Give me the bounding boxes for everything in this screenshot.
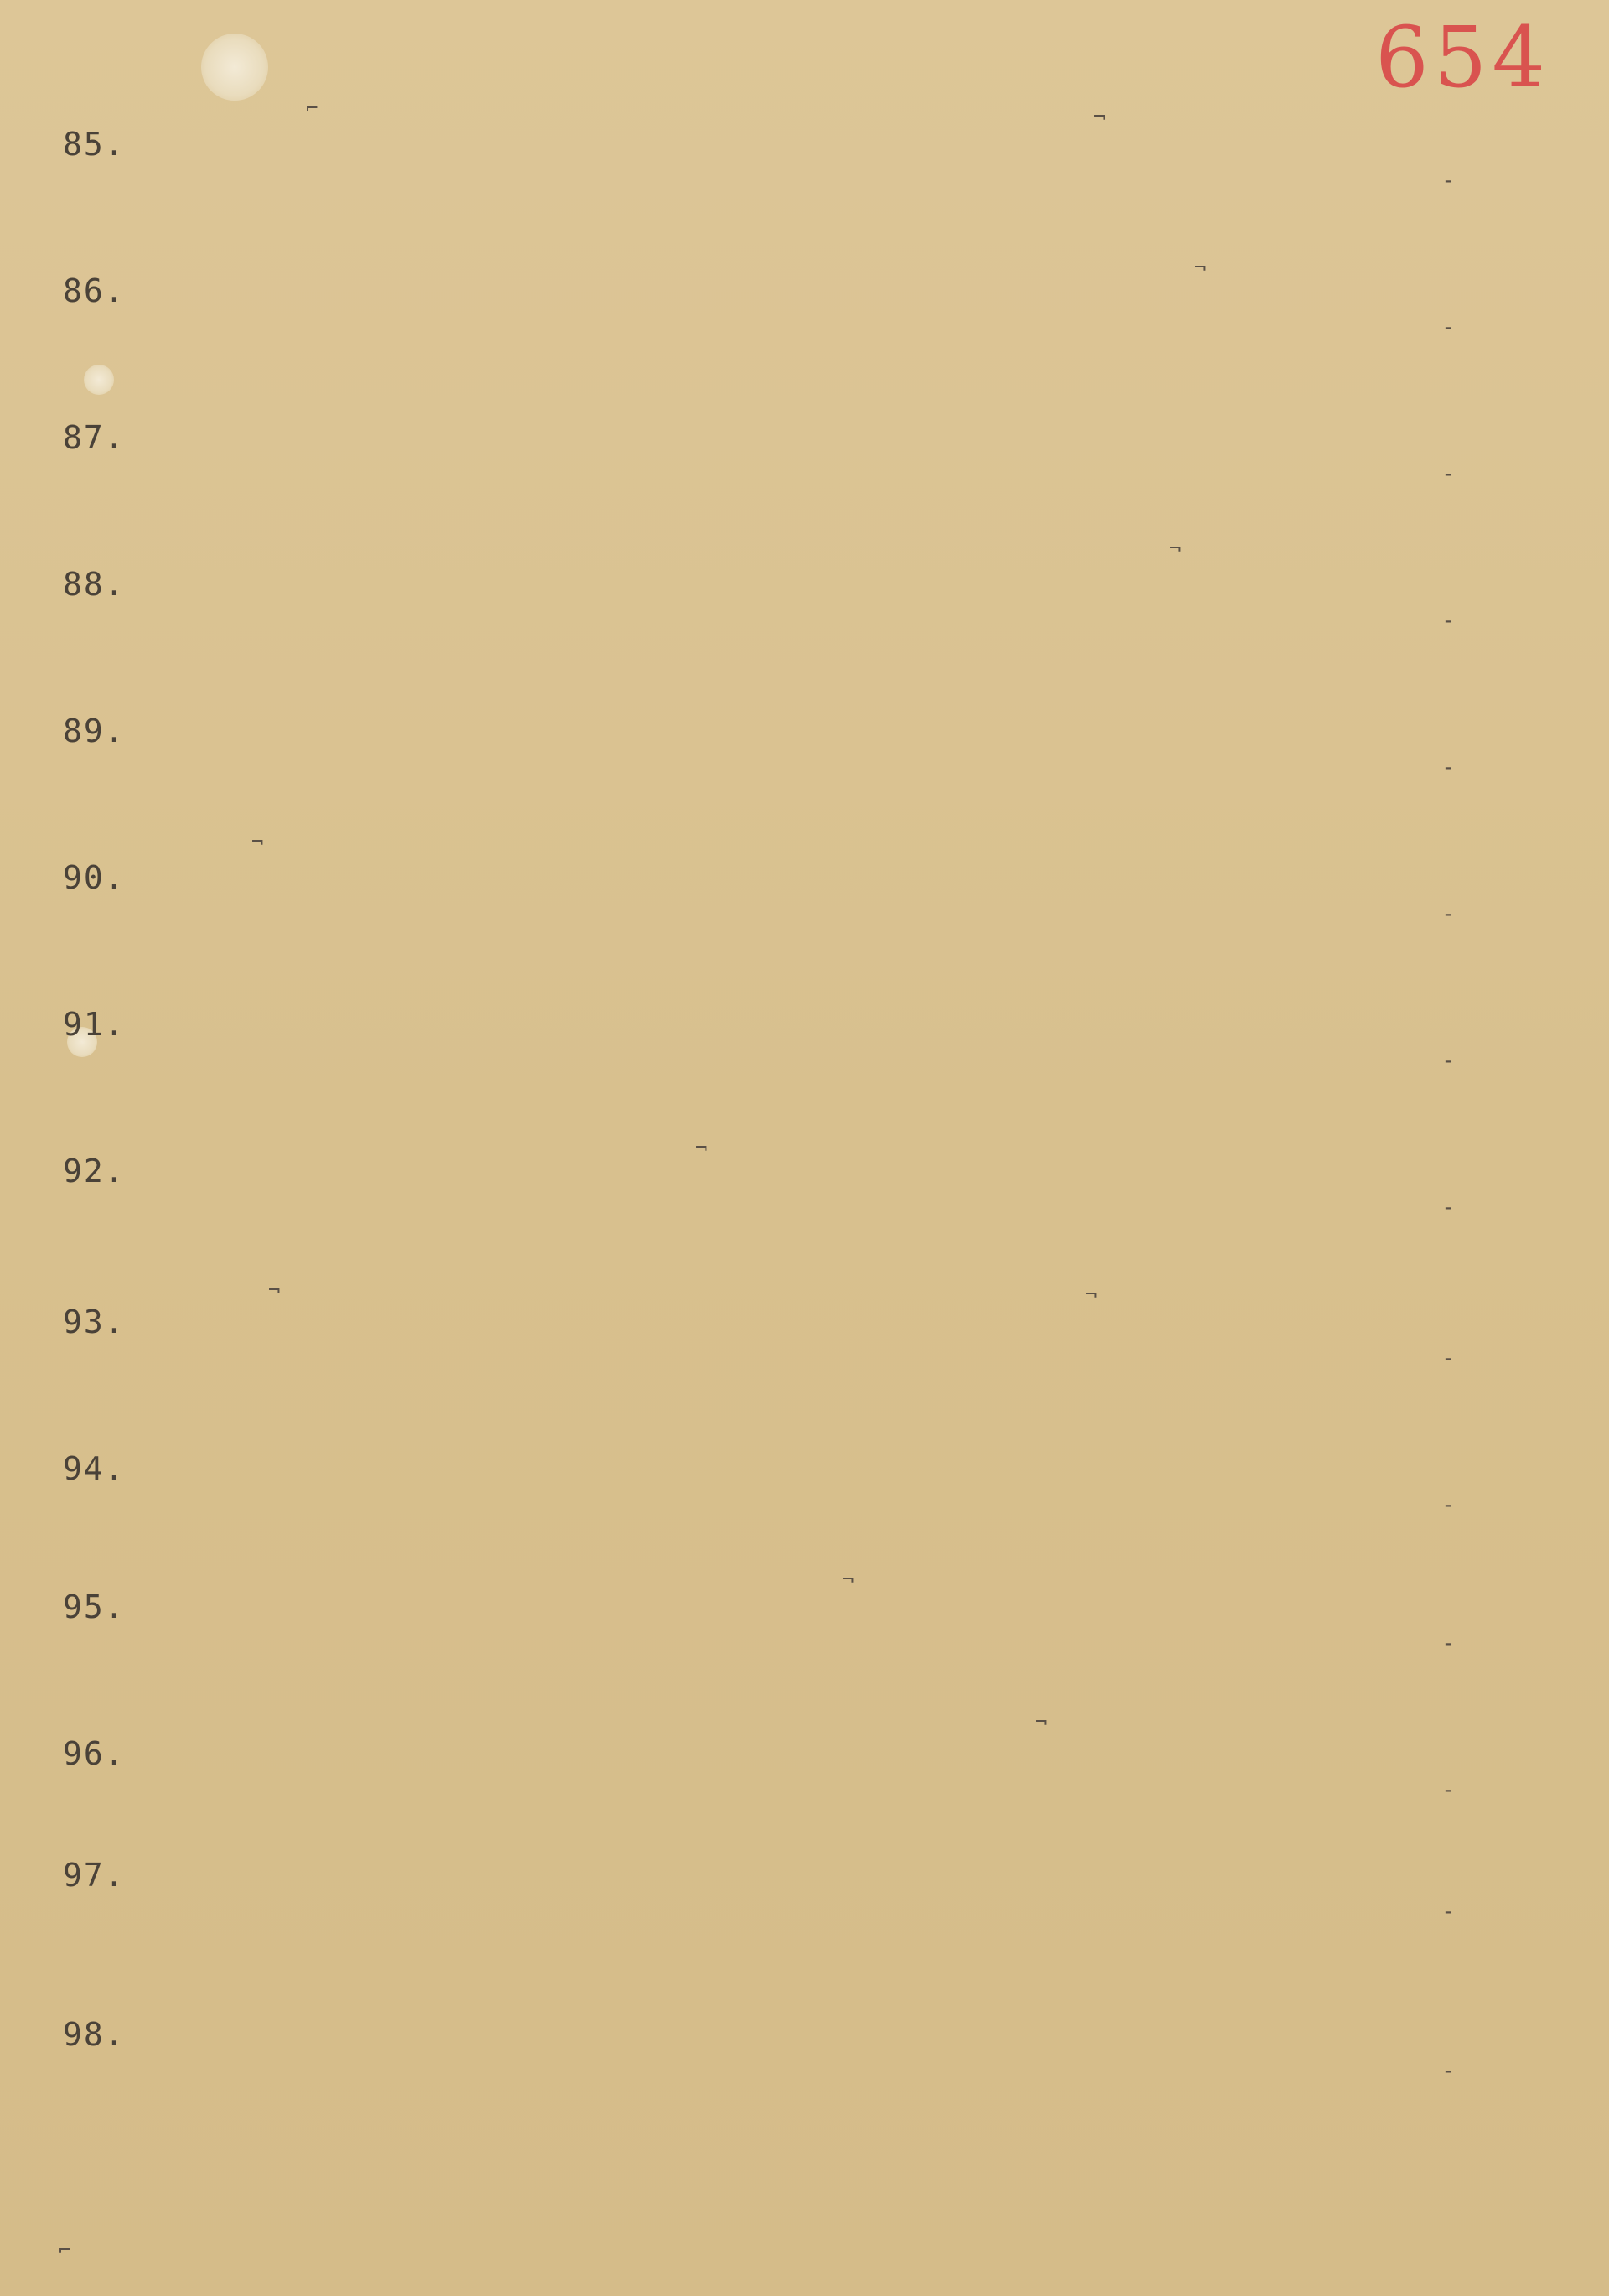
tick-mark: ¬ [251,830,264,853]
entry-number: 89. [63,713,126,749]
tick-mark: ¬ [1094,105,1106,128]
tick-mark: ¬ [1194,256,1207,279]
tick-mark: - [1441,1490,1456,1518]
entry-number: 90. [63,859,126,896]
tick-mark: - [1441,606,1456,634]
entry-number: 87. [63,419,126,456]
tick-mark: ¬ [1169,536,1182,560]
entry-number: 96. [63,1735,126,1772]
entry-number: 85. [63,126,126,163]
entry-number: 97. [63,1857,126,1894]
entry-number: 88. [63,566,126,603]
tick-mark: ¬ [1035,1710,1048,1734]
entry-number: 95. [63,1589,126,1625]
tick-mark: - [1441,1344,1456,1371]
tick-mark: ⌐ [306,96,318,120]
tick-mark: - [1441,166,1456,194]
entry-number: 98. [63,2016,126,2053]
tick-mark: - [1441,753,1456,780]
tick-mark: ¬ [1085,1283,1098,1306]
entry-number: 92. [63,1153,126,1189]
tick-mark: - [1441,899,1456,927]
entry-number: 94. [63,1450,126,1487]
tick-mark: - [1441,1629,1456,1656]
tick-mark: - [1441,1897,1456,1925]
tick-mark: ⌐ [59,2238,71,2262]
entry-number: 91. [63,1006,126,1043]
tick-mark: ¬ [842,1568,855,1591]
tick-mark: - [1441,2056,1456,2084]
handwritten-page-number: 654 [1375,8,1550,106]
punch-hole [201,34,268,101]
tick-mark: - [1441,459,1456,487]
entry-number: 86. [63,272,126,309]
tick-mark: - [1441,1193,1456,1221]
tick-mark: ¬ [268,1278,281,1302]
entry-number: 93. [63,1303,126,1340]
punch-hole [84,365,114,395]
tick-mark: ¬ [696,1136,708,1159]
tick-mark: - [1441,313,1456,340]
tick-mark: - [1441,1046,1456,1074]
tick-mark: - [1441,1775,1456,1803]
